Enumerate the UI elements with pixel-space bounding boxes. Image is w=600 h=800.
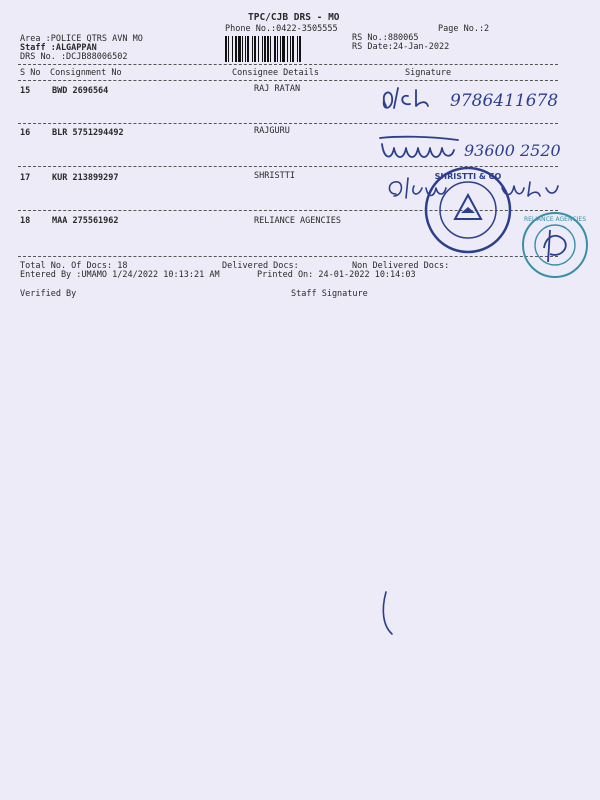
stamp-text: SHRISTTI & CO <box>434 172 502 181</box>
stamp-text: RELIANCE AGENCIES <box>523 216 587 223</box>
row-consignee: RAJGURU <box>254 126 290 136</box>
row-consignment: BLR 5751294492 <box>52 128 124 138</box>
col-sno: S No <box>20 68 41 78</box>
row-consignment: MAA 275561962 <box>52 216 119 226</box>
row-consignee: SHRISTTI <box>254 171 295 181</box>
phone-number: Phone No.:0422-3505555 <box>225 24 338 34</box>
signature-row-15 <box>372 84 562 118</box>
page-number: Page No.:2 <box>438 24 490 34</box>
row-sno: 18 <box>20 216 31 226</box>
reliance-stamp <box>520 210 590 280</box>
rs-date: RS Date:24-Jan-2022 <box>352 42 450 52</box>
row-sno: 17 <box>20 173 31 183</box>
signature-phone-15: 9786411678 <box>450 91 559 111</box>
signature-phone-16: 93600 2520 <box>464 141 561 160</box>
barcode <box>225 36 345 62</box>
col-consignment: Consignment No <box>50 68 122 78</box>
row-consignment: KUR 213899297 <box>52 173 119 183</box>
staff-label: Staff :ALGAPPAN <box>20 43 97 53</box>
total-docs: Total No. Of Docs: 18 <box>20 261 128 271</box>
row-consignee: RELIANCE AGENCIES <box>254 216 341 226</box>
company-stamp <box>423 165 513 255</box>
delivered-docs: Delivered Docs: <box>222 261 299 271</box>
printed-on: Printed On: 24-01-2022 10:14:03 <box>257 270 416 280</box>
row-sno: 15 <box>20 86 31 96</box>
col-signature: Signature <box>405 68 452 78</box>
rs-number: RS No.:880065 <box>352 33 419 43</box>
col-consignee: Consignee Details <box>232 68 319 78</box>
row-consignee: RAJ RATAN <box>254 84 301 94</box>
drs-number: DRS No. :DCJB88006502 <box>20 52 128 62</box>
staff-signature: Staff Signature <box>291 289 368 299</box>
signature-row-16 <box>378 130 578 170</box>
document-title: TPC/CJB DRS - MO <box>248 12 340 23</box>
entered-by: Entered By :UMAMO 1/24/2022 10:13:21 AM <box>20 270 220 280</box>
verified-by: Verified By <box>20 289 77 299</box>
non-delivered-docs: Non Delivered Docs: <box>352 261 450 271</box>
ink-mark <box>378 590 398 640</box>
area-label: Area :POLICE QTRS AVN MO <box>20 34 143 44</box>
row-consignment: BWD 2696564 <box>52 86 109 96</box>
row-sno: 16 <box>20 128 31 138</box>
